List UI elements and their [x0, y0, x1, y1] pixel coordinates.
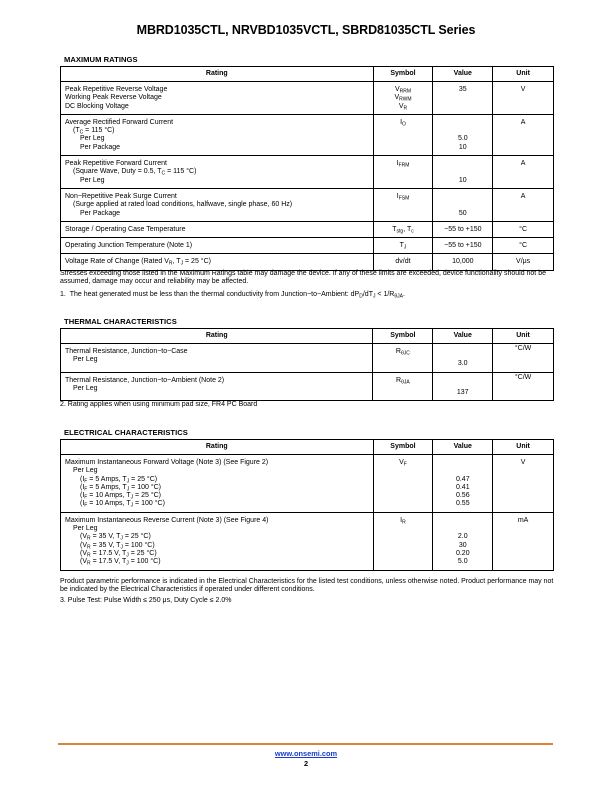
performance-note: Product parametric performance is indicated in the Electrical Characteristics for the listed test conditions, unless otherwise noted. Product performance may not be indicated by the Electrical Characteristics if operated under different conditions.	[60, 578, 554, 594]
header-unit: Unit	[493, 329, 554, 344]
table-header-row	[61, 67, 554, 82]
symbol-text: $I_{FRM}$	[396, 160, 410, 169]
rating-text: Average Rectified Forward Current	[65, 118, 174, 126]
rating-cell	[61, 156, 374, 189]
rating-text: Non−Repetitive Peak Surge Current	[65, 192, 177, 200]
symbol-cell	[373, 221, 433, 237]
rating-text: Peak Repetitive Reverse Voltage	[65, 86, 168, 93]
symbol-text: $I_O$	[400, 118, 406, 128]
rating-text: ($I_F = 10$ Amps, $T_J = 100$ °C)	[80, 500, 165, 509]
symbol-text: $V_R$	[398, 102, 408, 112]
symbol-cell	[373, 82, 433, 115]
value-text: 2.0	[457, 533, 468, 541]
symbol-cell	[373, 455, 433, 513]
header-rating: Rating	[61, 67, 374, 82]
value-cell	[433, 512, 493, 570]
table-header-row	[61, 440, 554, 455]
value-text: 30	[458, 541, 467, 549]
table-row	[61, 372, 554, 401]
value-cell: −55 to +150	[433, 238, 493, 254]
table-row	[61, 114, 554, 155]
value-cell	[433, 114, 493, 155]
symbol-text: $R_{\theta JC}$	[395, 348, 410, 357]
unit-cell: A	[493, 156, 554, 189]
table-row	[61, 254, 554, 270]
rating-text: Peak Repetitive Forward Current	[65, 160, 167, 168]
unit-cell: °C	[493, 238, 554, 254]
table-row	[61, 238, 554, 254]
unit-cell: °C/W	[493, 372, 554, 401]
symbol-text: $V_{RRM}$	[394, 86, 412, 95]
value-cell	[433, 344, 493, 373]
rating-text: Working Peak Reverse Voltage	[65, 94, 162, 102]
header-rating: Rating	[61, 440, 374, 455]
rating-cell	[61, 254, 374, 270]
table-row	[61, 221, 554, 237]
rating-text: ($I_F = 5$ Amps, $T_J = 25$ °C)	[80, 475, 158, 485]
value-cell	[433, 455, 493, 513]
header-symbol: Symbol	[373, 329, 433, 344]
rating-text: (Square Wave, Duty = 0.5, $T_C = 115$ °C)	[73, 168, 197, 177]
website-link[interactable]: www.onsemi.com	[274, 749, 338, 758]
rating-text: Storage / Operating Case Temperature	[65, 225, 186, 233]
value-text: 10	[458, 176, 467, 184]
value-cell	[433, 372, 493, 401]
rating-text: ($V_R = 17.5$ V, $T_J = 100$ °C)	[80, 558, 161, 567]
rating-text: Per Leg	[73, 384, 98, 392]
symbol-cell	[373, 188, 433, 221]
note-3: 3. Pulse Test: Pulse Width ≤ 250 μs, Duty Cycle ≤ 2.0%	[60, 597, 232, 604]
symbol-cell	[373, 114, 433, 155]
value-cell: 10,000	[433, 254, 493, 270]
value-text: 0.56	[455, 492, 470, 500]
table-row	[61, 512, 554, 570]
note-1: 1. The heat generated must be less than the thermal conductivity from Junction−to−Ambient: $dP_D/dT_J < 1/R_{\theta JA}$.	[60, 291, 405, 300]
footer-link-container	[0, 749, 612, 758]
header-unit: Unit	[493, 67, 554, 82]
unit-cell: °C	[493, 221, 554, 237]
table-row	[61, 455, 554, 513]
rating-text: ($I_F = 10$ Amps, $T_J = 25$ °C)	[80, 492, 162, 501]
rating-text: Per Package	[80, 209, 121, 217]
value-text: 0.20	[455, 549, 470, 557]
value-cell	[433, 156, 493, 189]
header-rating: Rating	[61, 329, 373, 344]
symbol-cell	[373, 156, 433, 189]
symbol-cell	[373, 238, 433, 254]
symbol-text: $I_{FSM}$	[396, 192, 410, 202]
header-symbol: Symbol	[373, 67, 433, 82]
rating-text: Per Leg	[73, 467, 98, 475]
unit-cell: A	[493, 114, 554, 155]
symbol-text: $T_J$	[399, 242, 407, 251]
maximum-ratings-title: MAXIMUM RATINGS	[64, 55, 138, 64]
rating-text: Maximum Instantaneous Forward Voltage (Note 3) (See Figure 2)	[65, 459, 269, 466]
rating-text: Per Leg	[73, 356, 98, 364]
rating-cell	[61, 82, 374, 115]
table-header-row	[61, 329, 554, 344]
thermal-characteristics-title: THERMAL CHARACTERISTICS	[64, 317, 177, 326]
value-cell	[433, 82, 493, 115]
table-row	[61, 344, 554, 373]
rating-cell	[61, 238, 374, 254]
rating-text: DC Blocking Voltage	[65, 102, 129, 110]
rating-text: ($V_R = 17.5$ V, $T_J = 25$ °C)	[80, 549, 157, 559]
rating-text: Per Leg	[73, 525, 98, 533]
value-text: 5.0	[457, 135, 468, 143]
symbol-text: $T_{stg}$, $T_c$	[392, 225, 414, 235]
rating-text: (Surge applied at rated load conditions, halfwave, single phase, 60 Hz)	[73, 201, 293, 209]
rating-cell	[61, 188, 374, 221]
rating-text: ($T_C = 115$ °C)	[73, 127, 115, 136]
value-text: 0.47	[455, 475, 470, 483]
electrical-characteristics-title: ELECTRICAL CHARACTERISTICS	[64, 428, 188, 437]
rating-cell	[61, 455, 374, 513]
symbol-cell	[373, 344, 433, 373]
header-symbol: Symbol	[373, 440, 433, 455]
symbol-text: $V_F$	[399, 459, 407, 468]
stress-note: Stresses exceeding those listed in the Maximum Ratings table may damage the device. If any of these limits are exceeded, device functionality should not be assumed, damage may occur and reliability may be affected.	[60, 270, 546, 286]
symbol-text: $V_{RWM}$	[394, 94, 412, 103]
maximum-ratings-table	[60, 66, 554, 271]
rating-text: Per Leg	[80, 135, 105, 143]
rating-cell	[61, 344, 373, 373]
value-cell	[433, 188, 493, 221]
symbol-cell	[373, 512, 433, 570]
rating-text: ($V_R = 35$ V, $T_J = 25$ °C)	[80, 533, 151, 542]
rating-text: ($I_F = 5$ Amps, $T_J = 100$ °C)	[80, 483, 162, 493]
table-row	[61, 188, 554, 221]
rating-cell	[61, 221, 374, 237]
value-text: 5.0	[457, 558, 468, 566]
value-text: 0.55	[455, 500, 470, 508]
unit-cell: mA	[493, 512, 554, 570]
rating-text: Per Package	[80, 143, 121, 151]
value-text: 0.41	[455, 483, 470, 491]
header-unit: Unit	[493, 440, 554, 455]
unit-cell: V	[493, 82, 554, 115]
rating-cell	[61, 372, 373, 401]
symbol-cell	[373, 372, 433, 401]
rating-text: Thermal Resistance, Junction−to−Case	[65, 348, 188, 355]
header-value: Value	[433, 67, 493, 82]
footer-divider	[58, 743, 553, 745]
rating-cell	[61, 512, 374, 570]
rating-text: ($V_R = 35$ V, $T_J = 100$ °C)	[80, 541, 155, 551]
value-text: 3.0	[457, 360, 468, 368]
unit-cell: V/μs	[493, 254, 554, 270]
value-text: 50	[458, 209, 467, 217]
header-value: Value	[433, 440, 493, 455]
page-number: 2	[303, 759, 309, 768]
header-value: Value	[433, 329, 493, 344]
rating-text: Voltage Rate of Change (Rated $V_R$, $T_J = 25$ °C)	[65, 258, 211, 267]
unit-cell: V	[493, 455, 554, 513]
thermal-characteristics-table	[60, 328, 554, 401]
table-row	[61, 82, 554, 115]
note-2: 2. Rating applies when using minimum pad size, FR4 PC Board	[60, 401, 258, 408]
symbol-cell: dv/dt	[373, 254, 433, 270]
unit-cell: °C/W	[493, 344, 554, 373]
rating-text: Thermal Resistance, Junction−to−Ambient (Note 2)	[65, 376, 225, 384]
electrical-characteristics-table	[60, 439, 554, 571]
table-row	[61, 156, 554, 189]
value-text: 35	[458, 86, 467, 93]
unit-cell: A	[493, 188, 554, 221]
rating-text: Maximum Instantaneous Reverse Current (Note 3) (See Figure 4)	[65, 516, 269, 524]
symbol-text: $I_R$	[400, 516, 406, 526]
value-text: 10	[458, 143, 467, 151]
document-title: MBRD1035CTL, NRVBD1035VCTL, SBRD81035CTL Series	[136, 23, 476, 37]
value-cell: −55 to +150	[433, 221, 493, 237]
rating-text: Per Leg	[80, 176, 105, 184]
symbol-text: $R_{\theta JA}$	[396, 376, 410, 386]
value-text: 137	[456, 388, 469, 396]
rating-text: Operating Junction Temperature (Note 1)	[65, 242, 193, 250]
rating-cell	[61, 114, 374, 155]
